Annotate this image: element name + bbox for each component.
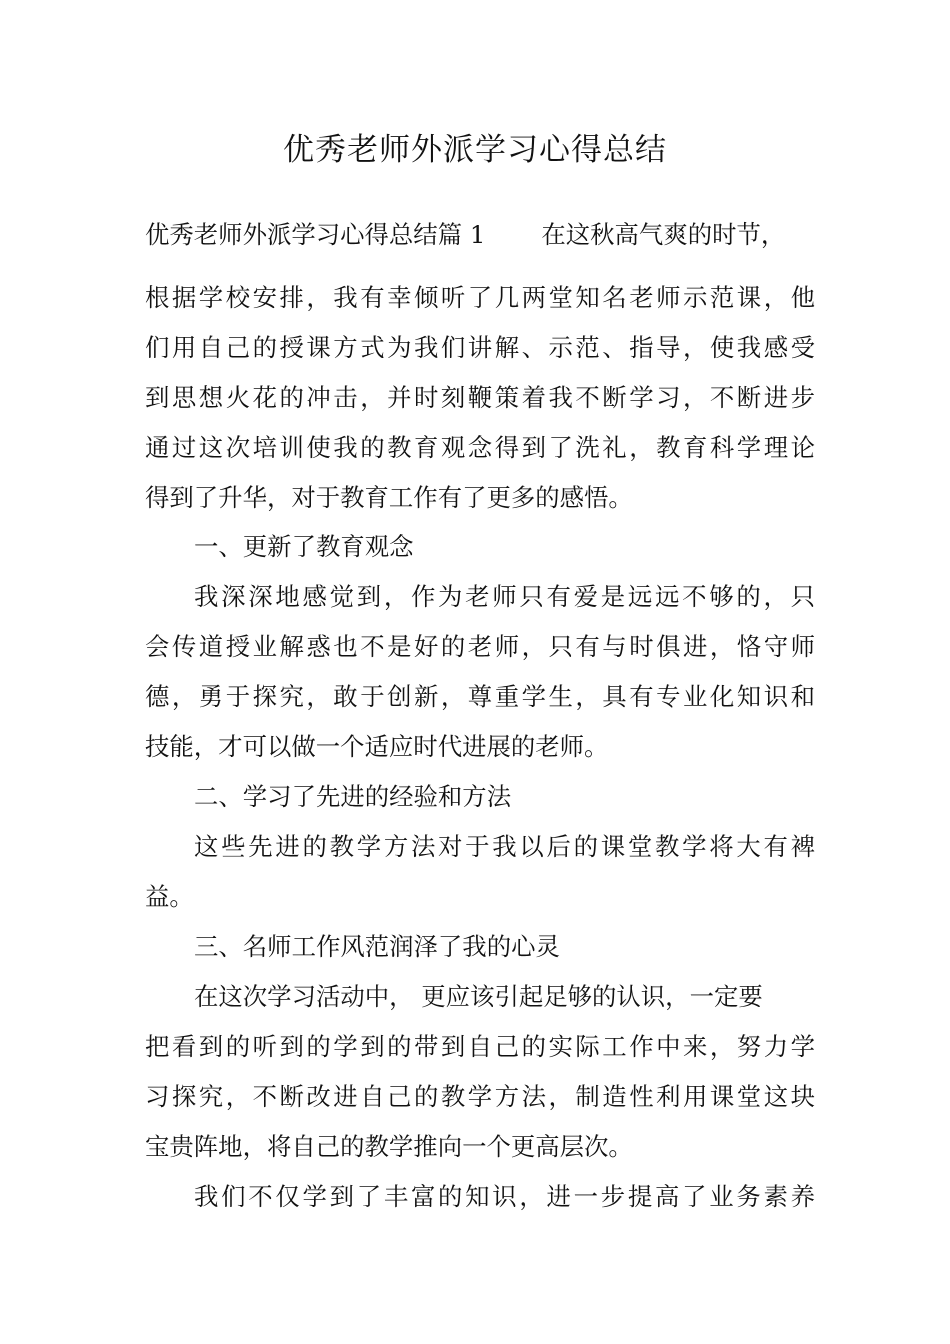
intro-line-1-tail: 在这秋高气爽的时节，: [541, 220, 786, 249]
section3-heading: 三、名师工作风范润泽了我的心灵: [194, 932, 560, 961]
intro-line-5: 通过这次培训使我的教育观念得到了洗礼，教育科学理论: [145, 433, 815, 462]
section1-line-4: 技能，才可以做一个适应时代进展的老师。: [145, 732, 609, 761]
intro-line-1: [145, 217, 815, 253]
section3-line-2: 把看到的听到的学到的带到自己的实际工作中来，努力学: [145, 1032, 815, 1061]
section3-line-1: 在这次学习活动中， 更应该引起足够的认识，一定要: [194, 982, 763, 1011]
section1-heading: 一、更新了教育观念: [194, 532, 414, 561]
intro-line-2: 根据学校安排，我有幸倾听了几两堂知名老师示范课，他: [145, 283, 815, 312]
section3-line-3: 习探究，不断改进自己的教学方法，制造性利用课堂这块: [145, 1082, 815, 1111]
document-title: 优秀老师外派学习心得总结: [283, 132, 667, 168]
closing-line-1: 我们不仅学到了丰富的知识，进一步提高了业务素养: [194, 1182, 815, 1211]
intro-line-3: 们用自己的授课方式为我们讲解、示范、指导，使我感受: [145, 333, 815, 362]
section2-line-1: 这些先进的教学方法对于我以后的课堂教学将大有裨: [194, 832, 815, 861]
section1-line-2: 会传道授业解惑也不是好的老师，只有与时俱进，恪守师: [145, 632, 815, 661]
section3-line-4: 宝贵阵地，将自己的教学推向一个更高层次。: [145, 1132, 633, 1161]
section2-heading: 二、学习了先进的经验和方法: [194, 782, 512, 811]
intro-line-6: 得到了升华，对于教育工作有了更多的感悟。: [145, 483, 633, 512]
intro-line-4: 到思想火花的冲击，并时刻鞭策着我不断学习，不断进步: [145, 383, 815, 412]
section2-line-2: 益。: [145, 882, 194, 911]
section1-line-1: 我深深地感觉到，作为老师只有爱是远远不够的，只: [194, 582, 815, 611]
section1-line-3: 德，勇于探究，敢于创新，尊重学生，具有专业化知识和: [145, 682, 815, 711]
intro-heading: 优秀老师外派学习心得总结篇 1: [145, 220, 486, 249]
